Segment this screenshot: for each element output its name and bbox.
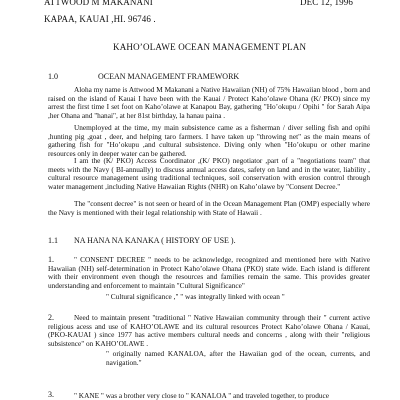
item-number: 2.	[48, 313, 54, 322]
body-paragraph: The "consent decree" is not seen or heard of in the Ocean Management Plan (OMP) especially where the Navy is mentioned with their legal relationship with State of Hawaii .	[48, 199, 370, 217]
item-text: " KANE " was a brother very close to " KANALOA " and traveled together, to produce	[74, 391, 329, 400]
item-text: " CONSENT DECREE " needs to be acknowledge, recognized and mentioned here with Native Hawaiian (NH) self-determination in Protect Kaho’olawe Ohana (PKO) state wide. Each island is different with their environment even though the resources and families remain the same. This provides greater understanding and enforcement to maintain "Cultural Significance"	[48, 255, 370, 290]
letter-date: DEC 12, 1996	[300, 0, 353, 7]
item-text: Need to maintain present "traditional " Native Hawaiian community through their " current active religious acess and use of KAHO’OLAWE and its cultural resources Protect Kaho’olawe Ohana / Kauai, (PKO-KAUAI ) since 1977 has active members cultural needs and concerns , along with their "religious subsistence" on KAHO’OLAWE .	[48, 313, 370, 348]
item-number: 1.	[48, 255, 54, 264]
body-paragraph: Aloha my name is Attwood M Makanani a Native Hawaiian (NH) of 75% Hawaiian blood , born and raised on the island of Kauai I have been with the Kauai / Protect Kaho’olawe Ohana (K/ PKO) since my arrest the first time I set foot on Kaho’olawe at Kanapou Bay, gathering "Ho’okupu / Opihi " for Sarah Aipa ,her Ohana and "hanai", at her 81st birthday, la hanau paina .	[48, 85, 370, 120]
section-heading: OCEAN MANAGEMENT FRAMEWORK	[98, 72, 240, 81]
body-paragraph: Unemployed at the time, my main subsistence came as a fisherman / diver selling fish and opihi ,hunting pig ,goat , deer, and helping taro farmers. I have taken up "throwing net" as the main means of gathering fish for "Ho’okupu ,and cultural subsistence. Diving only when "Ho’okupu or other marine resources only in deeper water can be gathered.	[48, 123, 370, 158]
item-quote: " originally named KANALOA, after the Hawaiian god of the ocean, currents, and navigation."	[106, 349, 370, 367]
section-heading: NA HANA NA KANAKA ( HISTORY OF USE ).	[74, 236, 236, 245]
author-location: KAPAA, KAUAI ,HI. 96746 .	[44, 14, 156, 24]
section-number: 1.0	[48, 72, 58, 81]
section-number: 1.1	[48, 236, 58, 245]
item-number: 3.	[48, 390, 54, 399]
item-quote: " Cultural significance ," " was integrally linked with ocean "	[106, 292, 285, 301]
author-name: ATTWOOD M MAKANANI	[44, 0, 153, 7]
body-paragraph: I am the (K/ PKO) Access Coordinator ,(K/ PKO) negotiator ,part of a "negotiations team" that meets with the Navy ( BI-annually) to discuss annual access dates, safety on land and in the water, liability , cultural resource management using traditional techniques, soil conservation with erosion control through water management ,including Native Hawaiian Rights (NHR) on Kaho’olawe by "Consent Decree."	[48, 156, 370, 191]
document-title: KAHO’OLAWE OCEAN MANAGEMENT PLAN	[113, 42, 307, 52]
